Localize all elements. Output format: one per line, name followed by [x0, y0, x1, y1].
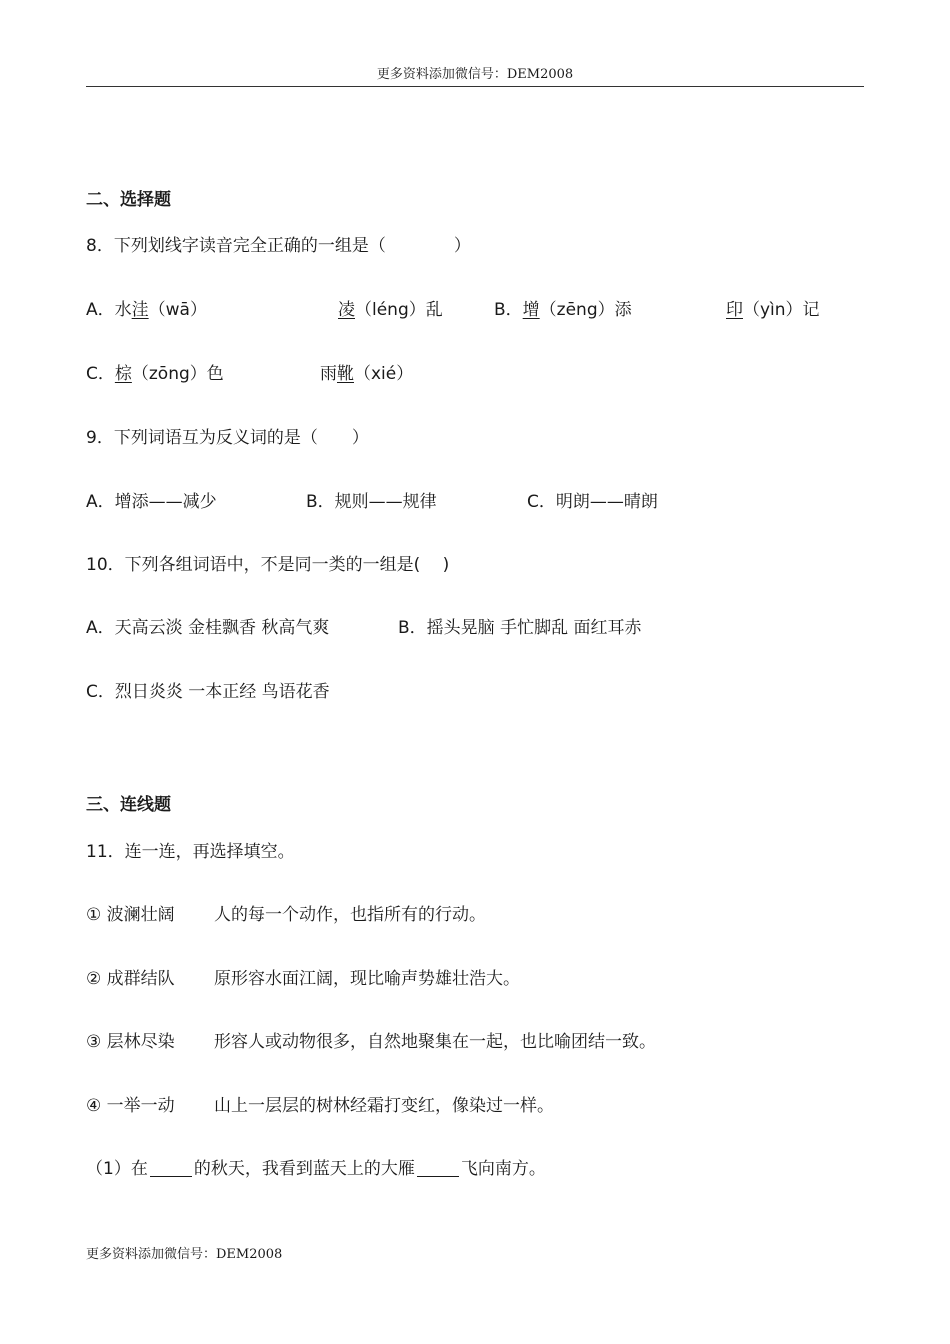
underlined-char: 凌: [338, 300, 355, 320]
option-label: B．: [494, 300, 523, 320]
pinyin: （léng）乱: [355, 300, 443, 320]
underlined-char: 增: [522, 300, 540, 320]
q10-option-c: C．烈日炎炎 一本正经 鸟语花香: [86, 682, 330, 702]
match-word-1: ① 波澜壮阔: [86, 905, 175, 925]
q8-option-a-word2: [338, 298, 443, 322]
q8-option-a: [86, 298, 207, 322]
q9-option-c: C．明朗——晴朗: [527, 492, 658, 512]
match-word-4: ④ 一举一动: [86, 1096, 175, 1116]
q8-option-b-word2: [726, 298, 820, 322]
question-10-stem: 10．下列各组词语中，不是同一类的一组是( ): [86, 555, 450, 575]
underlined-char: 印: [726, 300, 743, 320]
answer-blank[interactable]: [150, 1158, 192, 1177]
match-meaning-4: 山上一层层的树林经霜打变红，像染过一样。: [214, 1096, 554, 1116]
section-title-matching: 三、连线题: [86, 795, 171, 815]
match-meaning-2: 原形容水面江阔，现比喻声势雄壮浩大。: [214, 969, 520, 989]
q8-option-b: [494, 298, 632, 322]
page-header: 更多资料添加微信号：DEM2008: [86, 66, 864, 87]
match-meaning-1: 人的每一个动作，也指所有的行动。: [214, 905, 486, 925]
question-9-stem: 9．下列词语互为反义词的是（ ）: [86, 428, 369, 448]
question-8-stem: 8．下列划线字读音完全正确的一组是（ ）: [86, 236, 471, 256]
q10-option-b: B．摇头晃脑 手忙脚乱 面红耳赤: [398, 618, 642, 638]
question-11-stem: 11．连一连，再选择填空。: [86, 842, 295, 862]
option-label: C．: [86, 364, 115, 384]
underlined-char: 棕: [114, 364, 132, 384]
fill-in-sentence-1: [86, 1157, 546, 1181]
match-word-3: ③ 层林尽染: [86, 1032, 175, 1052]
q9-option-a: A．增添——减少: [86, 492, 217, 512]
match-meaning-3: 形容人或动物很多，自然地聚集在一起，也比喻团结一致。: [214, 1032, 656, 1052]
underlined-char: 洼: [131, 300, 149, 320]
pinyin: （yìn）记: [743, 300, 820, 320]
q8-option-c: [86, 362, 224, 386]
underlined-char: 靴: [337, 364, 354, 384]
q8-option-c-word2: [320, 362, 413, 386]
answer-blank[interactable]: [417, 1158, 459, 1177]
section-title-choice: 二、选择题: [86, 190, 171, 210]
fill-text: （1）在: [86, 1159, 148, 1179]
pinyin: （xié）: [354, 364, 414, 384]
fill-text: 飞向南方。: [460, 1159, 546, 1179]
q10-option-a: A．天高云淡 金桂飘香 秋高气爽: [86, 618, 330, 638]
match-word-2: ② 成群结队: [86, 969, 175, 989]
option-label: A．: [86, 300, 115, 320]
pinyin: （wā）: [148, 300, 207, 320]
pinyin: （zēng）添: [539, 300, 632, 320]
page-footer: 更多资料添加微信号：DEM2008: [86, 1247, 283, 1262]
pinyin: （zōng）色: [131, 364, 224, 384]
option-text: 雨: [320, 364, 337, 384]
fill-text: 的秋天，我看到蓝天上的大雁: [193, 1159, 415, 1179]
q9-option-b: B．规则——规律: [306, 492, 437, 512]
option-text: 水: [114, 300, 132, 320]
